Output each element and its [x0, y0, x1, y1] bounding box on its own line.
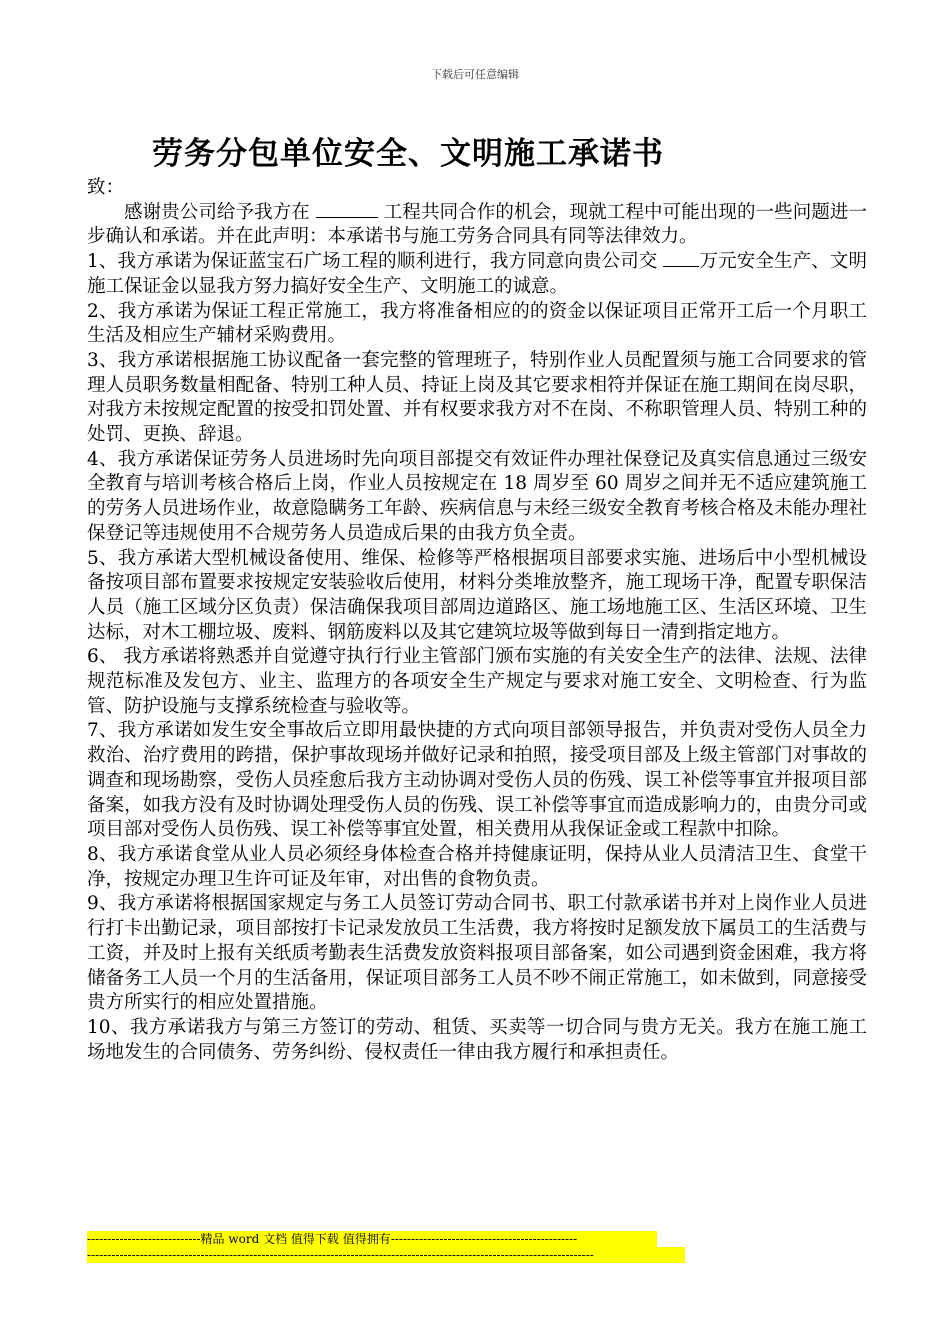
footer-banner-line-2: -----------------------------------------------------------------------------------------------------------------------------: [87, 1247, 685, 1263]
intro-text-before: 感谢贵公司给予我方在: [124, 201, 316, 223]
clause-5: 5、我方承诺大型机械设备使用、维保、检修等严格根据项目部要求实施、进场后中小型机械设备按项目部布置要求按规定安装验收后使用，材料分类堆放整齐，施工现场干净，配置专职保洁人员（施工区域分区负责）保洁确保我项目部周边道路区、施工场地施工区、生活区环境、卫生达标，对木工棚垃圾、废料、钢筋废料以及其它建筑垃圾等做到每日一清到指定地方。: [87, 547, 867, 643]
document-title: 劳务分包单位安全、文明施工承诺书: [152, 136, 664, 172]
clause-3: 3、我方承诺根据施工协议配备一套完整的管理班子，特别作业人员配置须与施工合同要求的管理人员职务数量相配备、特别工种人员、持证上岗及其它要求相符并保证在施工期间在岗尽职，对我方未按规定配置的按受扣罚处置、并有权要求我方对不在岗、不称职管理人员、特别工种的处罚、更换、辞退。: [87, 349, 867, 446]
salutation: 致：: [87, 177, 125, 198]
clause-2: 2、我方承诺为保证工程正常施工，我方将准备相应的的资金以保证项目正常开工后一个月职工生活及相应生产辅材采购费用。: [87, 300, 867, 347]
clause-1-after: 万元安全生产、文明施工保证金以显我方努力搞好安全生产、文明施工的诚意。: [87, 251, 867, 297]
intro-paragraph: [87, 201, 867, 250]
clause-4: 4、我方承诺保证劳务人员进场时先向项目部提交有效证件办理社保登记及真实信息通过三级安全教育与培训考核合格后上岗，作业人员按规定在 18 周岁至 60 周岁之间并无不适应建筑施工的劳务人员进场作业，故意隐瞒务工年龄、疾病信息与未经三级安全教育考核合格及未能办理社保登记等违规使用不合规劳务人员造成后果的由我方负全责。: [87, 448, 867, 544]
document-body: [87, 176, 867, 1065]
footer-banner-line-1: ----------------------------精品 word 文档 值得下载 值得拥有----------------------------------------------: [87, 1231, 657, 1247]
clause-1-before: 1、我方承诺为保证蓝宝石广场工程的顺利进行，我方同意向贵公司交: [87, 251, 664, 273]
clause-9: 9、我方承诺将根据国家规定与务工人员签订劳动合同书、职工付款承诺书并对上岗作业人员进行打卡出勤记录，项目部按打卡记录发放员工生活费，我方将按时足额发放下属员工的生活费与工资，并及时上报有关纸质考勤表生活费发放资料报项目部备案，如公司遇到资金困难，我方将储备务工人员一个月的生活备用，保证项目部务工人员不吵不闹正常施工，如未做到，同意接受贵方所实行的相应处置措施。: [87, 893, 867, 1014]
clause-10: 10、我方承诺我方与第三方签订的劳动、租赁、买卖等一切合同与贵方无关。我方在施工施工场地发生的合同债务、劳务纠纷、侵权责任一律由我方履行和承担责任。: [87, 1016, 867, 1063]
clause-8: 8、我方承诺食堂从业人员必须经身体检查合格并持健康证明，保持从业人员清洁卫生、食堂干净，按规定办理卫生许可证及年审，对出售的食物负责。: [87, 843, 867, 890]
clause-6: 6、 我方承诺将熟悉并自觉遵守执行行业主管部门颁布实施的有关安全生产的法律、法规、法律规范标准及发包方、业主、监理方的各项安全生产规定与要求对施工安全、文明检查、行为监管、防护设施与支撑系统检查与验收等。: [87, 646, 867, 717]
project-name-blank[interactable]: [316, 201, 378, 218]
deposit-amount-blank[interactable]: [663, 250, 699, 267]
header-note: 下载后可任意编辑: [431, 68, 519, 81]
footer-banner: [87, 1231, 685, 1263]
clause-1: [87, 250, 867, 299]
clause-7: 7、我方承诺如发生安全事故后立即用最快捷的方式向项目部领导报告，并负责对受伤人员全力救治、治疗费用的跨措，保护事故现场并做好记录和拍照，接受项目部及上级主管部门对事故的调查和现场勘察，受伤人员痊愈后我方主动协调对受伤人员的伤残、误工补偿等事宜并报项目部备案，如我方没有及时协调处理受伤人员的伤残、误工补偿等事宜而造成影响力的，由贵分司或项目部对受伤人员伤残、误工补偿等事宜处置，相关费用从我保证金或工程款中扣除。: [87, 720, 867, 841]
intro-text-after: 工程共同合作的机会，现就工程中可能出现的一些问题进一步确认和承诺。并在此声明：本承诺书与施工劳务合同具有同等法律效力。: [87, 201, 867, 248]
